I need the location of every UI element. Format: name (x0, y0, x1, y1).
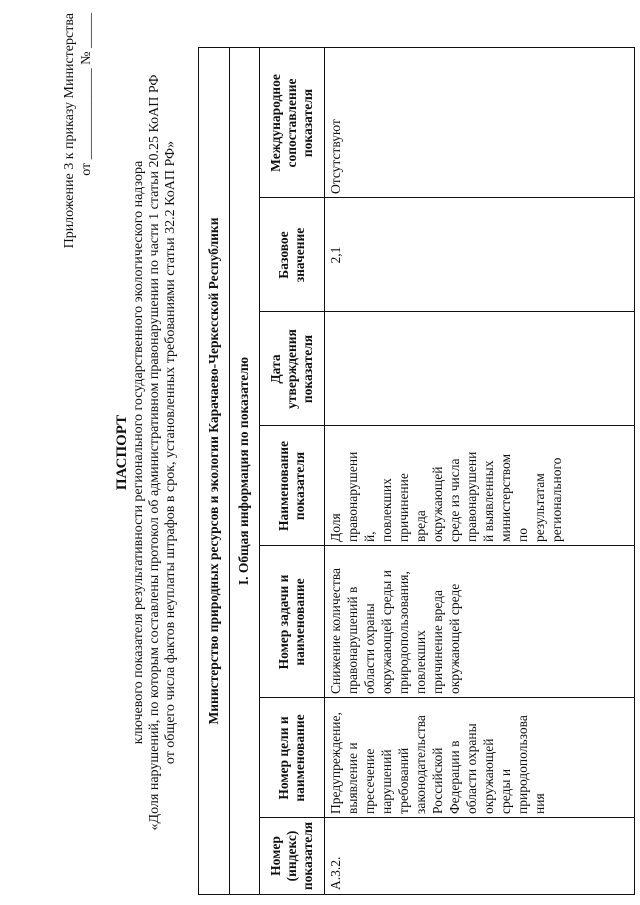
col-header-goal: Номер цели и наименование (275, 714, 307, 802)
passport-title: ПАСПОРТ (114, 414, 130, 491)
col-header-index: Номер (индекс) показателя (267, 821, 315, 891)
cell-indicator-name: Доля правонарушени й, повлекших причинение вреда окружающей среде из числа правонарушени й выявленных министерством по результатам регионального (328, 451, 564, 542)
appendix-note: Приложение 3 к приказу Министерства (62, 13, 77, 249)
order-number-line: от _____________ № _____ (79, 13, 94, 176)
indicator-table (198, 47, 635, 895)
passport-subtitle-2: «Доля нарушений, по которым составлены протокол об административном правонарушении по части 1 статьи 20.25 КоАП РФ (147, 74, 162, 831)
cell-international: Отсутствуют (328, 119, 343, 194)
col-header-international: Международное сопоставление показателя (267, 74, 315, 172)
col-header-base: Базовое значение (275, 227, 307, 283)
cell-date (325, 312, 329, 426)
ministry-row: Министерство природных ресурсов и экологии Карачаево-Черкесской Республики (206, 217, 221, 725)
col-header-date: Дата утверждения показателя (267, 329, 315, 409)
section-row: I. Общая информация по показателю (236, 356, 251, 586)
passport-subtitle-3: от общего числа фактов неуплаты штрафов в срок, установленных требованиями статьи 32.2 КоАП РФ» (163, 140, 178, 765)
cell-task: Снижение количества правонарушений в области охраны окружающей среды и природопользования, повлекших причинение вреда окружающей среде (328, 567, 462, 694)
passport-subtitle-1: ключевого показателя результативности регионального государственного экологического надзора (131, 160, 146, 745)
col-header-name: Наименование показателя (275, 441, 307, 531)
cell-base-value: 2,1 (328, 246, 343, 264)
cell-goal: Предупреждение, выявление и пресечение нарушений требований законодательства Российской Федерации в области охраны окружающей среды и природопользова ния (328, 712, 547, 814)
cell-index: А.3.2. (328, 856, 343, 890)
col-header-task: Номер задачи и наименование (275, 574, 307, 670)
